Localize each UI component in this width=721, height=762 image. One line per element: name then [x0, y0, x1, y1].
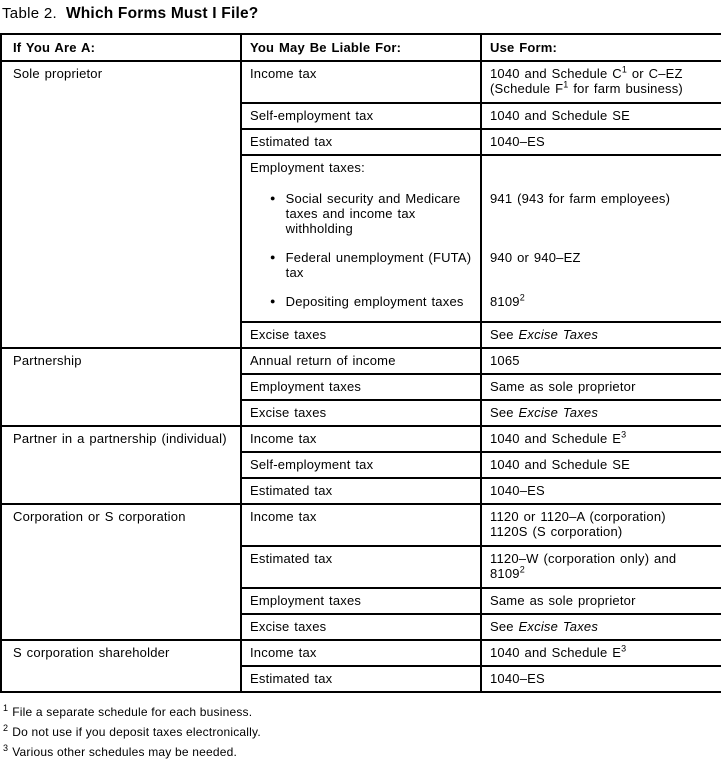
- liable-cell: Income tax: [241, 61, 481, 103]
- liable-cell: Self-employment tax: [241, 452, 481, 478]
- footnote: [3, 702, 721, 722]
- liable-cell: Estimated tax: [241, 478, 481, 504]
- liable-cell: Excise taxes: [241, 614, 481, 640]
- footnote: [3, 742, 721, 762]
- liable-cell: [241, 182, 481, 241]
- header-row: [1, 34, 721, 61]
- footnote-marker: 1: [3, 703, 9, 713]
- liable-cell: Estimated tax: [241, 546, 481, 588]
- liable-cell: Income tax: [241, 504, 481, 546]
- liable-cell: Income tax: [241, 640, 481, 666]
- liable-cell: [241, 285, 481, 322]
- group-label-cell: Sole proprietor: [1, 61, 241, 348]
- group-label-cell: S corporation shareholder: [1, 640, 241, 692]
- table-title-text: Which Forms Must I File?: [65, 5, 259, 22]
- table-row: [1, 348, 721, 374]
- bullet-item-label: Social security and Medicare taxes and income tax withholding: [285, 191, 461, 236]
- form-cell: 1065: [481, 348, 721, 374]
- table-row: [1, 426, 721, 452]
- bullet-item-label: Federal unemployment (FUTA) tax: [285, 250, 472, 280]
- form-cell: 1040 and Schedule $E^3$: [481, 426, 721, 452]
- footnote-text: Various other schedules may be needed.: [12, 745, 238, 759]
- form-cell: Same as sole proprietor: [481, 374, 721, 400]
- col-header-use-form: Use Form:: [481, 34, 721, 61]
- group-label-cell: Corporation or S corporation: [1, 504, 241, 640]
- form-cell: See Excise Taxes: [481, 400, 721, 426]
- liable-cell: Excise taxes: [241, 322, 481, 348]
- liable-cell: Estimated tax: [241, 129, 481, 155]
- group-label-cell: Partnership: [1, 348, 241, 426]
- form-cell: See Excise Taxes: [481, 322, 721, 348]
- form-cell: 1040–ES: [481, 129, 721, 155]
- liable-cell: [241, 241, 481, 285]
- form-cell: Same as sole proprietor: [481, 588, 721, 614]
- liable-cell: Income tax: [241, 426, 481, 452]
- table-number: Table 2.: [2, 5, 57, 22]
- footnote-marker: 3: [3, 743, 9, 753]
- table-row: [1, 504, 721, 546]
- footnote-text: File a separate schedule for each business.: [12, 705, 253, 719]
- table-title: [0, 4, 721, 33]
- table-row: [1, 61, 721, 103]
- liable-cell: Employment taxes: [241, 588, 481, 614]
- form-cell: 941 (943 for farm employees): [481, 182, 721, 241]
- group-label-cell: Partner in a partnership (individual): [1, 426, 241, 504]
- col-header-liable-for: You May Be Liable For:: [241, 34, 481, 61]
- form-cell: 1040 and Schedule $C^1$ or C–EZ (Schedule $F^1$ for farm business): [481, 61, 721, 103]
- bullet-item-label: Depositing employment taxes: [285, 294, 464, 309]
- liable-cell: Employment taxes:: [241, 155, 481, 182]
- form-cell: [481, 155, 721, 182]
- liable-cell: Excise taxes: [241, 400, 481, 426]
- form-cell: 1040–ES: [481, 478, 721, 504]
- bullet-icon: ●: [270, 252, 276, 262]
- bullet-icon: ●: [270, 193, 276, 203]
- liable-cell: Estimated tax: [241, 666, 481, 692]
- col-header-if-you-are-a: If You Are A:: [1, 34, 241, 61]
- form-cell: See Excise Taxes: [481, 614, 721, 640]
- footnote-marker: 2: [3, 723, 9, 733]
- form-cell: 940 or 940–EZ: [481, 241, 721, 285]
- table-row: [1, 640, 721, 666]
- liable-cell: Self-employment tax: [241, 103, 481, 129]
- form-cell: 1040 and Schedule $E^3$: [481, 640, 721, 666]
- footnotes: [0, 702, 721, 762]
- form-cell: 1120–W (corporation only) and 8109$^2$: [481, 546, 721, 588]
- liable-cell: Annual return of income: [241, 348, 481, 374]
- footnote: [3, 722, 721, 742]
- bullet-icon: ●: [270, 296, 276, 306]
- form-cell: 1040 and Schedule SE: [481, 103, 721, 129]
- form-cell: 1040–ES: [481, 666, 721, 692]
- form-cell: 1040 and Schedule SE: [481, 452, 721, 478]
- liable-cell: Employment taxes: [241, 374, 481, 400]
- form-cell: 8109$^2$: [481, 285, 721, 322]
- forms-table: [0, 33, 721, 693]
- footnote-text: Do not use if you deposit taxes electronically.: [12, 725, 261, 739]
- form-cell: 1120 or 1120–A (corporation) 1120S (S corporation): [481, 504, 721, 546]
